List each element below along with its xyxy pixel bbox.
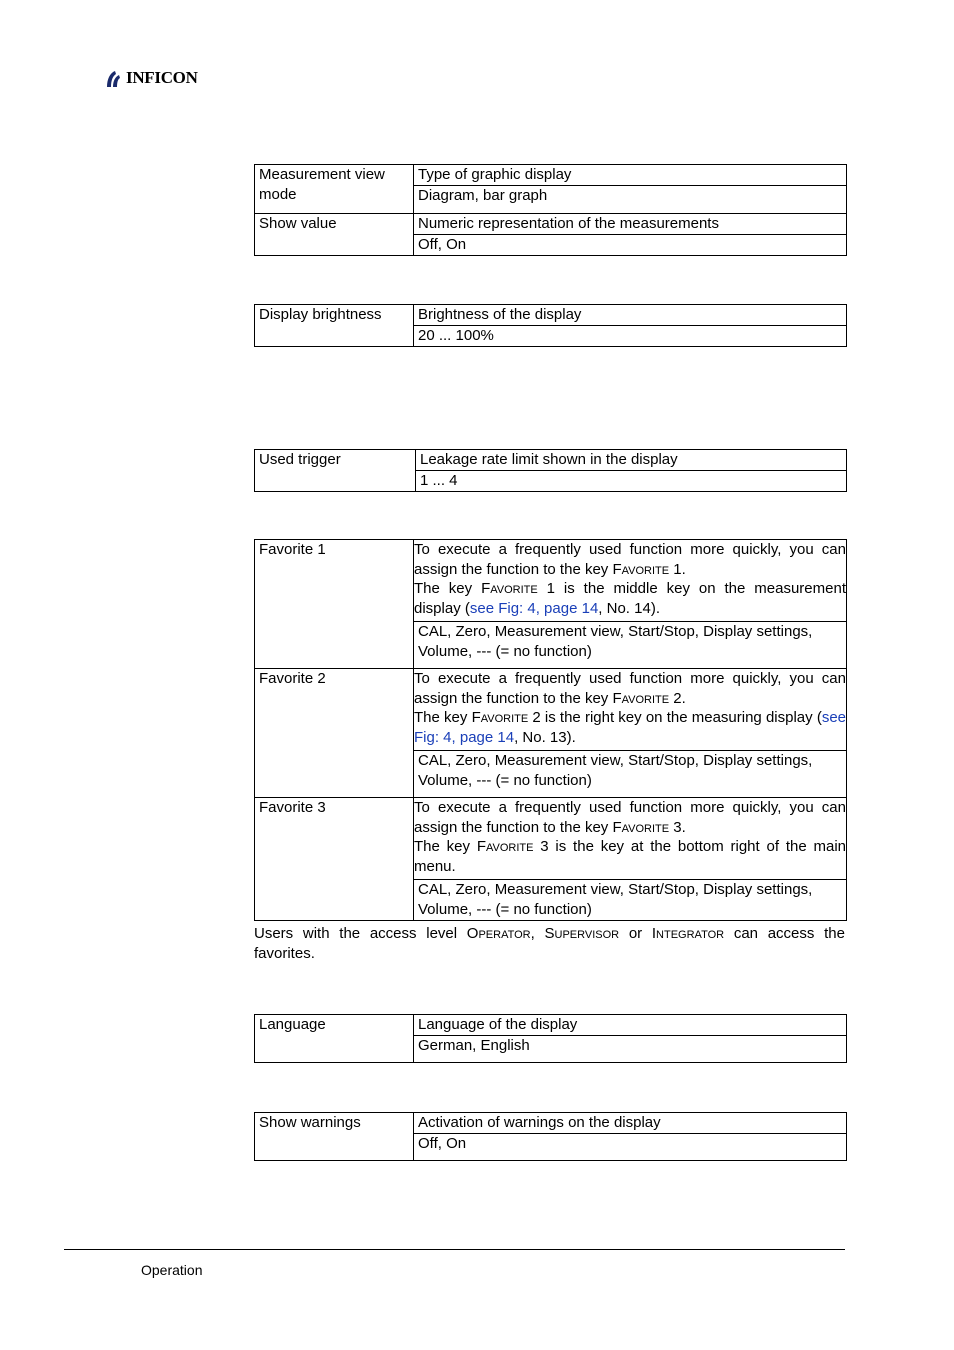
access-level-supervisor: Supervisor — [544, 925, 620, 942]
param-values: CAL, Zero, Measurement view, Start/Stop, Display settings, Volume, --- (= no function) — [414, 880, 847, 921]
param-values: CAL, Zero, Measurement view, Start/Stop, Display settings, Volume, --- (= no function) — [414, 622, 847, 669]
table-measurement-view — [254, 164, 847, 256]
table-row — [255, 1113, 847, 1134]
param-values: Diagram, bar graph — [414, 185, 847, 213]
param-description: To execute a frequently used function more quickly, you can assign the function to the key Favorite 1. The key Favorite 1 is the middle key on the measurement display (see Fig: 4, page 14, No. 14). — [414, 540, 847, 622]
table-row — [255, 669, 847, 751]
param-values: 20 ... 100% — [414, 325, 847, 346]
param-name: Language — [255, 1015, 414, 1063]
table-favorites — [254, 539, 847, 921]
param-values: Off, On — [414, 1134, 847, 1161]
table-used-trigger — [254, 449, 847, 492]
access-level-operator: Operator — [466, 925, 531, 942]
table-row — [255, 165, 847, 186]
table-row — [255, 540, 847, 622]
table-row — [255, 450, 847, 471]
param-description: To execute a frequently used function more quickly, you can assign the function to the key Favorite 2. The key Favorite 2 is the right key on the measuring display (see Fig: 4, page 14, No. 13). — [414, 669, 847, 751]
param-name: Favorite 3 — [255, 798, 414, 921]
figure-link[interactable]: see Fig: 4, page 14 — [414, 709, 847, 746]
table-show-warnings — [254, 1112, 847, 1161]
inficon-logo-icon — [104, 68, 124, 88]
figure-link[interactable]: see Fig: 4, page 14 — [469, 599, 599, 617]
param-description: Activation of warnings on the display — [414, 1113, 847, 1134]
key-favorite: Favorite — [471, 709, 529, 726]
table-language — [254, 1014, 847, 1063]
footer-divider — [64, 1249, 845, 1250]
param-description: Leakage rate limit shown in the display — [416, 450, 847, 471]
table-row — [255, 213, 847, 234]
table-row — [255, 305, 847, 326]
param-description: Brightness of the display — [414, 305, 847, 326]
param-name: Display brightness — [255, 305, 414, 347]
key-favorite: Favorite — [612, 560, 670, 578]
param-name: Measurement view mode — [255, 165, 414, 214]
param-name: Show value — [255, 213, 414, 255]
param-description: To execute a frequently used function more quickly, you can assign the function to the key Favorite 3. The key Favorite 3 is the key at the bottom right of the main menu. — [414, 798, 847, 880]
key-favorite: Favorite — [481, 580, 538, 597]
param-description: Numeric representation of the measurements — [414, 213, 847, 234]
param-values: Off, On — [414, 234, 847, 255]
param-name: Used trigger — [255, 450, 416, 492]
key-favorite: Favorite — [612, 818, 670, 836]
param-name: Show warnings — [255, 1113, 414, 1161]
param-values: 1 ... 4 — [416, 470, 847, 491]
key-favorite: Favorite — [612, 689, 670, 707]
logo-text: INFICON — [126, 68, 198, 87]
table-row — [255, 1015, 847, 1036]
key-favorite: Favorite — [476, 838, 534, 855]
param-values: German, English — [414, 1036, 847, 1063]
access-level-integrator: Integrator — [651, 925, 725, 942]
param-name: Favorite 2 — [255, 669, 414, 798]
param-description: Type of graphic display — [414, 165, 847, 186]
access-level-note: Users with the access level Operator, Supervisor or Integrator can access the favorites. — [254, 925, 845, 962]
footer-section-name: Operation — [141, 1262, 203, 1278]
param-values: CAL, Zero, Measurement view, Start/Stop, Display settings, Volume, --- (= no function) — [414, 751, 847, 798]
inficon-logo — [104, 67, 198, 89]
param-name: Favorite 1 — [255, 540, 414, 669]
param-description: Language of the display — [414, 1015, 847, 1036]
table-display-brightness — [254, 304, 847, 347]
table-row — [255, 798, 847, 880]
